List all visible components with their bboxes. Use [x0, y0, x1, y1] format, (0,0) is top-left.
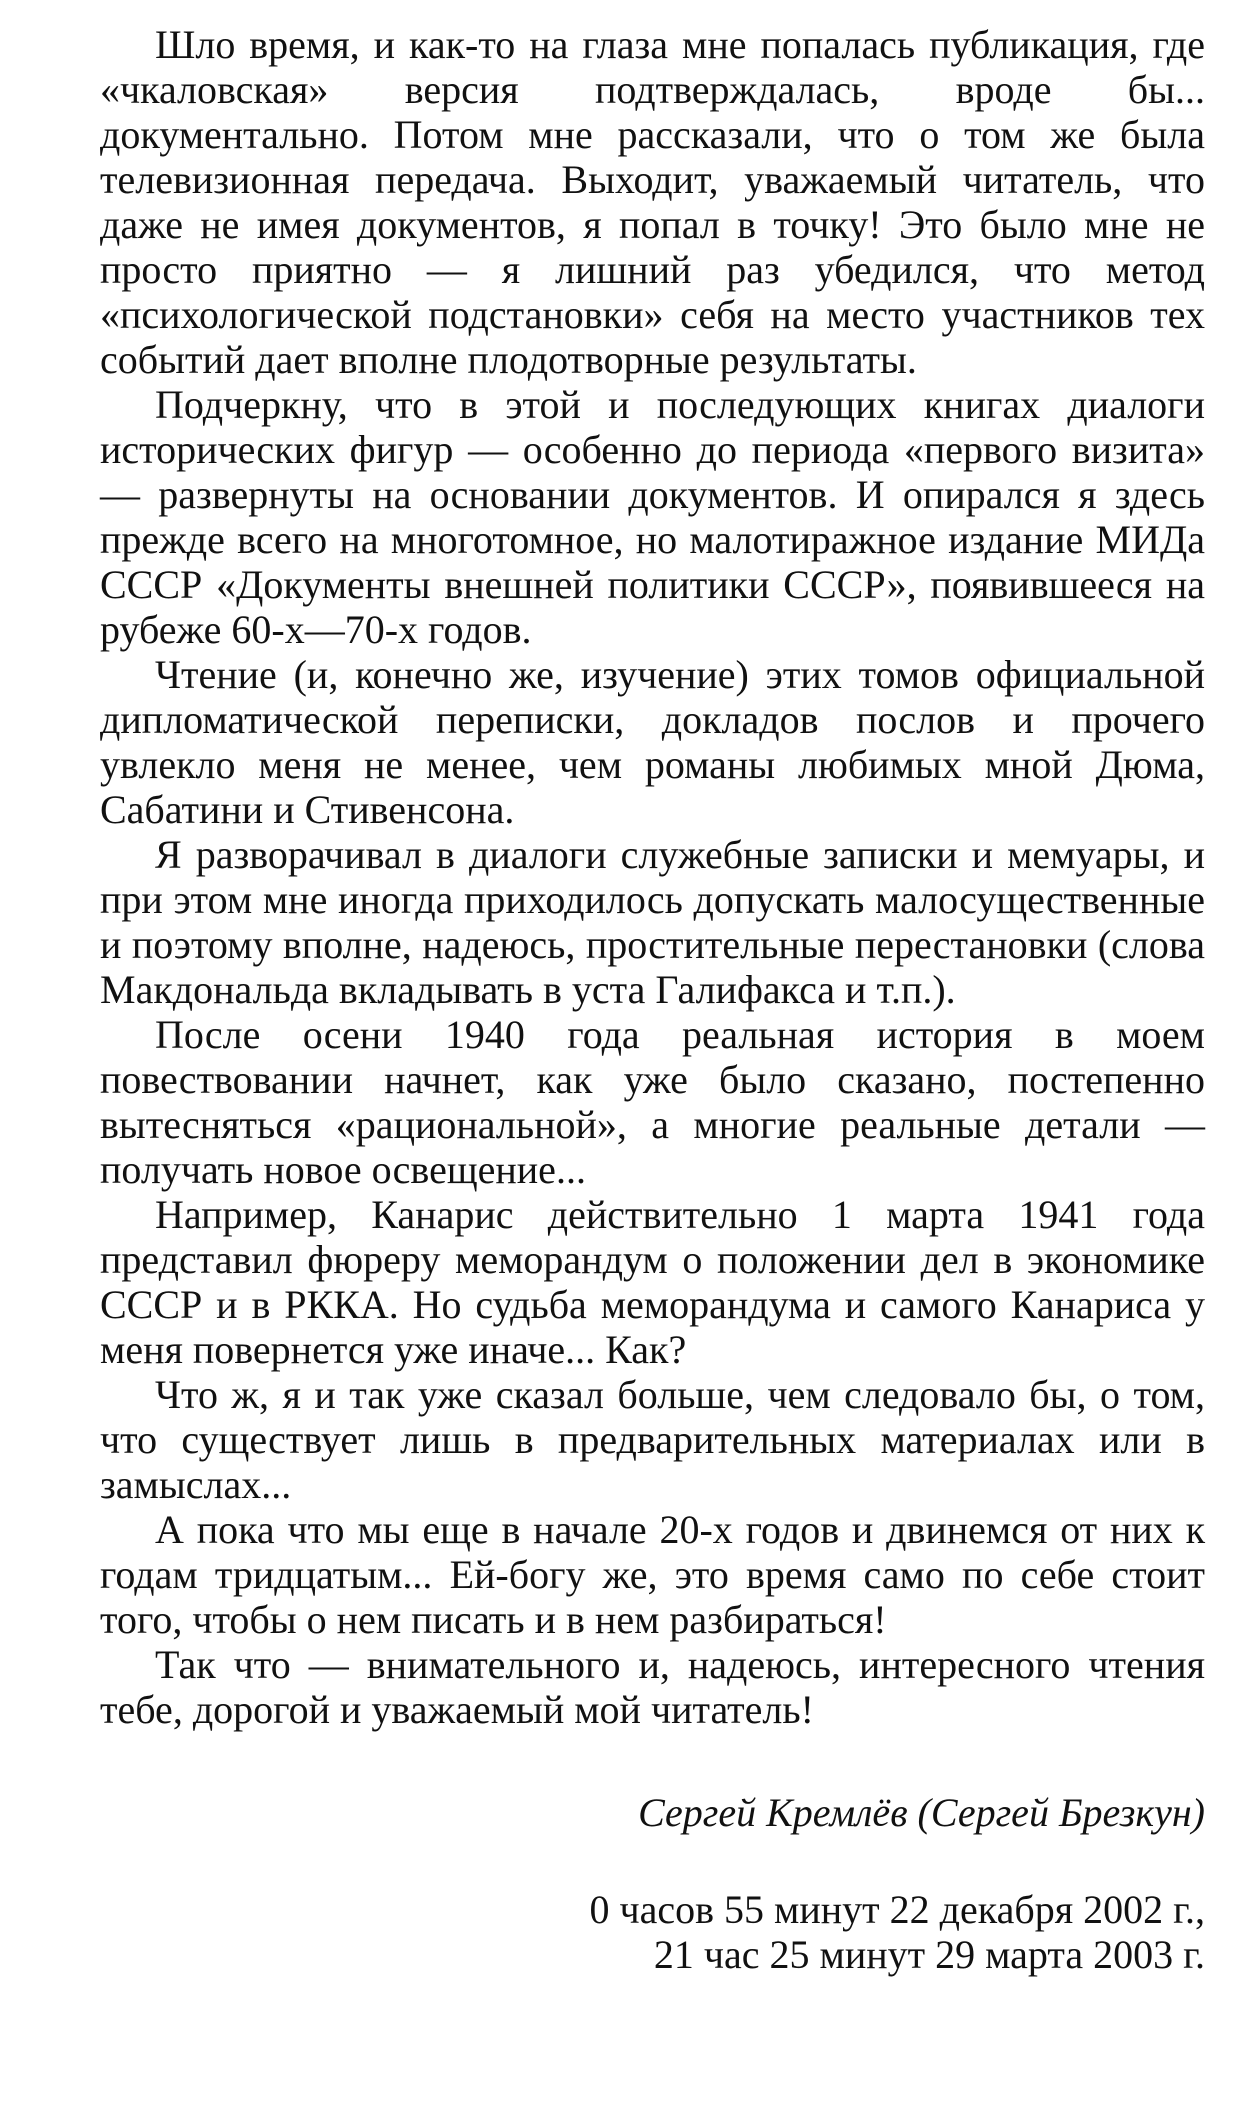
paragraph-7: Что ж, я и так уже сказал больше, чем следовало бы, о том, что существует лишь в предварительных материалах или в замыслах... — [100, 1372, 1205, 1507]
author-signature: Сергей Кремлёв (Сергей Брезкун) — [638, 1790, 1205, 1835]
date-block — [100, 1887, 1205, 1977]
paragraph-5: После осени 1940 года реальная история в моем повествовании начнет, как уже было сказано, постепенно вытесняться «рациональной», а многие реальные детали — получать новое освещение... — [100, 1012, 1205, 1192]
paragraph-1: Шло время, и как-то на глаза мне попалась публикация, где «чкаловская» версия подтверждалась, вроде бы... документально. Потом мне рассказали, что о том же была телевизионная передача. Выходит, уважаемый читатель, что даже не имея документов, я попал в точку! Это было мне не просто приятно — я лишний раз убедился, что метод «психологической подстановки» себя на место участников тех событий дает вполне плодотворные результаты. — [100, 22, 1205, 382]
paragraph-6: Например, Канарис действительно 1 марта 1941 года представил фюреру меморандум о положении дел в экономике СССР и в РККА. Но судьба меморандума и самого Канариса у меня повернется уже иначе... Как? — [100, 1192, 1205, 1372]
paragraph-2: Подчеркну, что в этой и последующих книгах диалоги исторических фигур — особенно до периода «первого визита» — развернуты на основании документов. И опирался я здесь прежде всего на многотомное, но малотиражное издание МИДа СССР «Документы внешней политики СССР», появившееся на рубеже 60-х—70-х годов. — [100, 382, 1205, 652]
paragraph-4: Я разворачивал в диалоги служебные записки и мемуары, и при этом мне иногда приходилось допускать малосущественные и поэтому вполне, надеюсь, простительные перестановки (слова Макдональда вкладывать в уста Галифакса и т.п.). — [100, 832, 1205, 1012]
paragraph-8: А пока что мы еще в начале 20-х годов и двинемся от них к годам тридцатым... Ей-богу же, это время само по себе стоит того, чтобы о нем писать и в нем разбираться! — [100, 1507, 1205, 1642]
date-line-1: 0 часов 55 минут 22 декабря 2002 г., — [589, 1887, 1205, 1932]
page-body — [100, 22, 1205, 1977]
date-line-2: 21 час 25 минут 29 марта 2003 г. — [653, 1932, 1205, 1977]
paragraph-3: Чтение (и, конечно же, изучение) этих томов официальной дипломатической переписки, докладов послов и прочего увлекло меня не менее, чем романы любимых мной Дюма, Сабатини и Стивенсона. — [100, 652, 1205, 832]
paragraph-9: Так что — внимательного и, надеюсь, интересного чтения тебе, дорогой и уважаемый мой читатель! — [100, 1642, 1205, 1732]
